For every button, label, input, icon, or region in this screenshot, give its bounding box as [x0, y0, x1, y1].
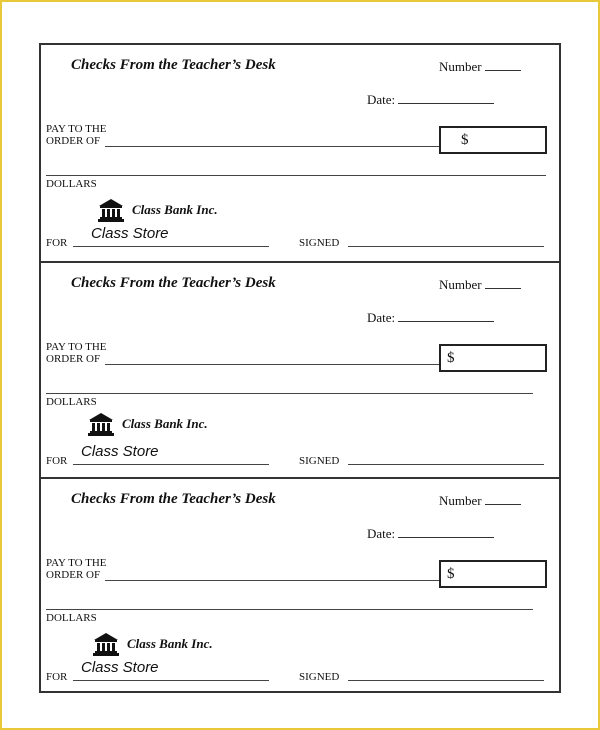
bank-logo: [88, 412, 208, 436]
for-label: FOR: [46, 671, 68, 683]
pay-label-line-2: ORDER OF: [46, 353, 101, 365]
date-field[interactable]: [367, 92, 494, 108]
number-line: [485, 60, 521, 71]
signature-line[interactable]: [348, 680, 544, 681]
date-label: Date:: [367, 526, 396, 541]
number-label: Number: [439, 493, 482, 508]
pay-label-line-1: PAY TO THE: [46, 341, 107, 353]
pay-to-label: [46, 557, 107, 581]
amount-box[interactable]: [439, 560, 547, 588]
pay-to-label: [46, 341, 107, 365]
payee-line[interactable]: [105, 364, 439, 365]
number-line: [485, 494, 521, 505]
bank-logo: [93, 632, 213, 656]
pay-to-label: [46, 123, 107, 147]
check-1: [41, 45, 559, 261]
signed-label: SIGNED: [299, 455, 340, 467]
check-title: Checks From the Teacher’s Desk: [71, 275, 276, 291]
date-line: [398, 93, 494, 104]
pay-label-line-2: ORDER OF: [46, 135, 101, 147]
payee-line[interactable]: [105, 580, 439, 581]
dollars-label: DOLLARS: [46, 396, 97, 408]
for-value: Class Store: [91, 225, 169, 242]
amount-words-line[interactable]: [46, 175, 546, 176]
bank-name: Class Bank Inc.: [132, 202, 218, 217]
currency-symbol: $: [461, 132, 469, 148]
signed-label: SIGNED: [299, 671, 340, 683]
amount-box[interactable]: [439, 344, 547, 372]
number-field[interactable]: [439, 493, 521, 509]
for-value: Class Store: [81, 443, 159, 460]
amount-words-line[interactable]: [46, 393, 533, 394]
number-field[interactable]: [439, 277, 521, 293]
date-field[interactable]: [367, 526, 494, 542]
pay-label-line-1: PAY TO THE: [46, 123, 107, 135]
signature-line[interactable]: [348, 464, 544, 465]
number-label: Number: [439, 277, 482, 292]
date-label: Date:: [367, 310, 396, 325]
date-line: [398, 527, 494, 538]
bank-building-icon: [93, 632, 119, 656]
number-label: Number: [439, 59, 482, 74]
bank-name: Class Bank Inc.: [127, 636, 213, 651]
check-title: Checks From the Teacher’s Desk: [71, 491, 276, 507]
check-sheet: [39, 43, 561, 693]
page: [2, 2, 598, 728]
for-value: Class Store: [81, 659, 159, 676]
bank-logo: [98, 198, 218, 222]
for-line[interactable]: [73, 246, 269, 247]
for-line[interactable]: [73, 680, 269, 681]
amount-words-line[interactable]: [46, 609, 533, 610]
check-title: Checks From the Teacher’s Desk: [71, 57, 276, 73]
payee-line[interactable]: [105, 146, 439, 147]
bank-building-icon: [88, 412, 114, 436]
signed-label: SIGNED: [299, 237, 340, 249]
currency-symbol: $: [447, 566, 455, 582]
pay-label-line-1: PAY TO THE: [46, 557, 107, 569]
check-2: [41, 261, 559, 477]
number-field[interactable]: [439, 59, 521, 75]
check-3: [41, 477, 559, 693]
date-line: [398, 311, 494, 322]
currency-symbol: $: [447, 350, 455, 366]
signature-line[interactable]: [348, 246, 544, 247]
pay-label-line-2: ORDER OF: [46, 569, 101, 581]
bank-name: Class Bank Inc.: [122, 416, 208, 431]
amount-box[interactable]: [439, 126, 547, 154]
number-line: [485, 278, 521, 289]
dollars-label: DOLLARS: [46, 612, 97, 624]
for-line[interactable]: [73, 464, 269, 465]
bank-building-icon: [98, 198, 124, 222]
dollars-label: DOLLARS: [46, 178, 97, 190]
for-label: FOR: [46, 237, 68, 249]
date-field[interactable]: [367, 310, 494, 326]
date-label: Date:: [367, 92, 396, 107]
for-label: FOR: [46, 455, 68, 467]
